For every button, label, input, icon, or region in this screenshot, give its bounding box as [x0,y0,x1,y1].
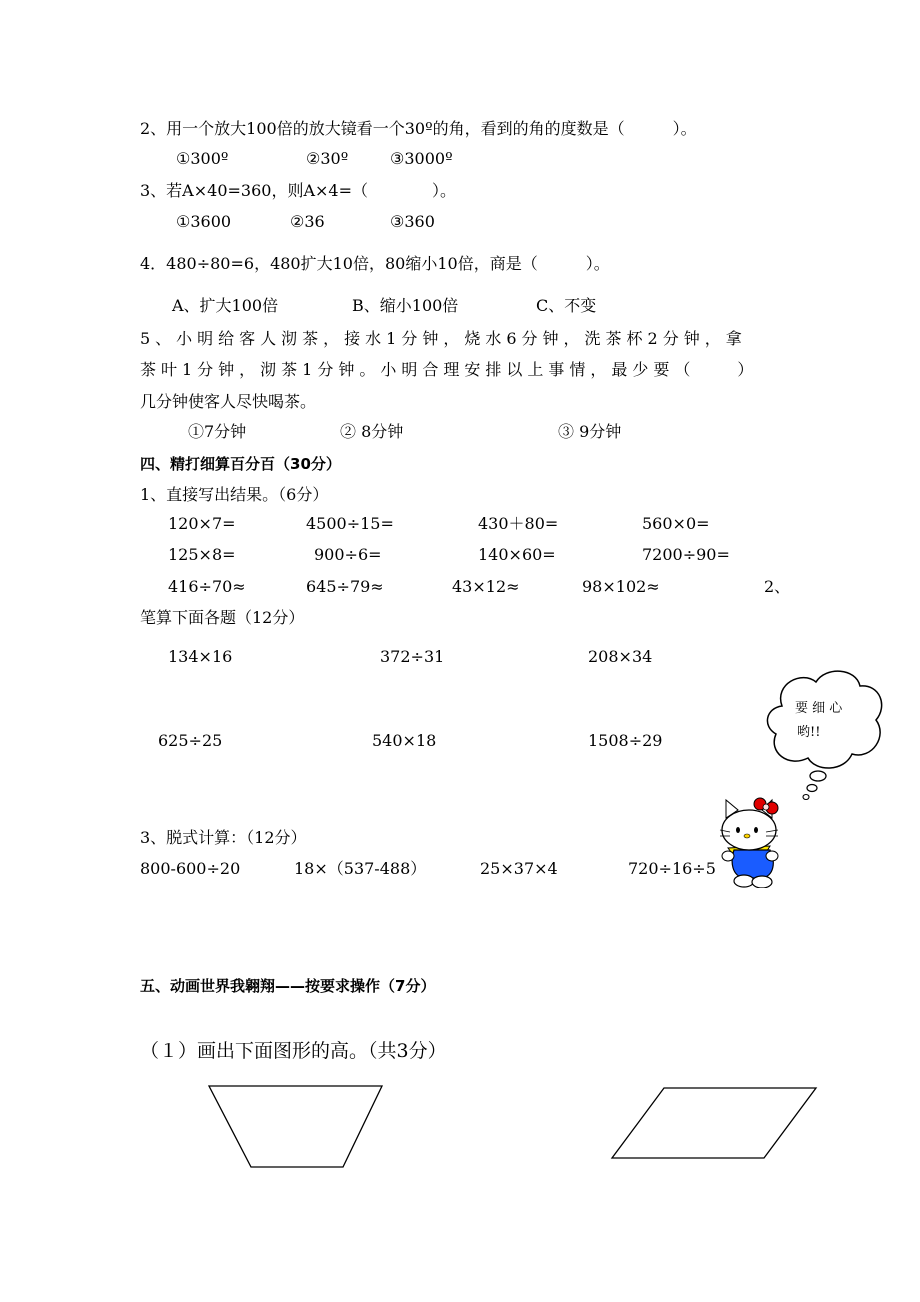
oral-item: 416÷70≈ [168,577,246,596]
oral-item: 140×60= [478,545,556,564]
part-3-title: 3、脱式计算：（12分） [140,828,307,847]
q2-stem: 2、用一个放大100倍的放大镜看一个30º的角，看到的角的度数是（ ）。 [140,119,697,138]
oral-item: 4500÷15= [306,514,394,533]
cartoon-cat-icon [718,796,782,888]
q2-option-1: ①300º [176,149,229,168]
parallelogram-shape [606,1082,820,1164]
written-item: 625÷25 [158,731,223,750]
bubble-text-2: 哟!! [797,725,821,740]
written-item: 372÷31 [380,647,445,666]
oral-item: 120×7= [168,514,236,533]
sub-question-1: （１）画出下面图形的高。（共3分） [140,1040,447,1062]
q3-option-1: ①3600 [176,212,232,231]
calc-item: 18×（537-488） [294,859,427,878]
calc-item: 25×37×4 [480,859,558,878]
oral-item: 7200÷90= [642,545,730,564]
q4-option-c: C、不变 [536,296,597,315]
written-item: 134×16 [168,647,233,666]
section-4-title: 四、精打细算百分百（30分） [140,455,341,473]
q5-line-1: 5、小明给客人沏茶，接水1分钟，烧水6分钟，洗茶杯2分钟，拿 [140,329,747,348]
q4-stem: 4．480÷80=6，480扩大10倍，80缩小10倍，商是（ ）。 [140,254,610,273]
calc-item: 800-600÷20 [140,859,241,878]
bubble-text-1: 要 细 心 [795,701,843,716]
q5-line-3: 几分钟使客人尽快喝茶。 [140,392,317,411]
q5-option-1: ①7分钟 [188,422,247,441]
oral-item: 430＋80= [478,514,559,533]
q3-option-3: ③360 [390,212,435,231]
written-item: 540×18 [372,731,437,750]
oral-item: 645÷79≈ [306,577,384,596]
trapezoid-shape [200,1080,390,1172]
calc-item: 720÷16÷5 [628,859,716,878]
oral-item: 560×0= [642,514,710,533]
oral-item: 43×12≈ [452,577,520,596]
q2-option-3: ③3000º [390,149,453,168]
part-1-title: 1、直接写出结果。（6分） [140,485,329,504]
part-2-number: 2、 [764,577,791,596]
part-2-title: 笔算下面各题（12分） [140,608,305,627]
section-5-title: 五、动画世界我翱翔——按要求操作（7分） [140,977,436,995]
q5-option-2: ② 8分钟 [340,422,404,441]
oral-item: 125×8= [168,545,236,564]
q4-option-a: A、扩大100倍 [172,296,279,315]
q3-stem: 3、若A×40=360，则A×4=（ ）。 [140,181,456,200]
written-item: 208×34 [588,647,653,666]
q5-line-2: 茶叶1分钟，沏茶1分钟。小明合理安排以上事情，最少要（ ） [140,360,759,379]
oral-item: 900÷6= [314,545,382,564]
q3-option-2: ②36 [290,212,325,231]
thought-bubble-icon [760,664,890,802]
q4-option-b: B、缩小100倍 [352,296,459,315]
oral-item: 98×102≈ [582,577,660,596]
written-item: 1508÷29 [588,731,663,750]
q2-option-2: ②30º [306,149,349,168]
q5-option-3: ③ 9分钟 [558,422,622,441]
